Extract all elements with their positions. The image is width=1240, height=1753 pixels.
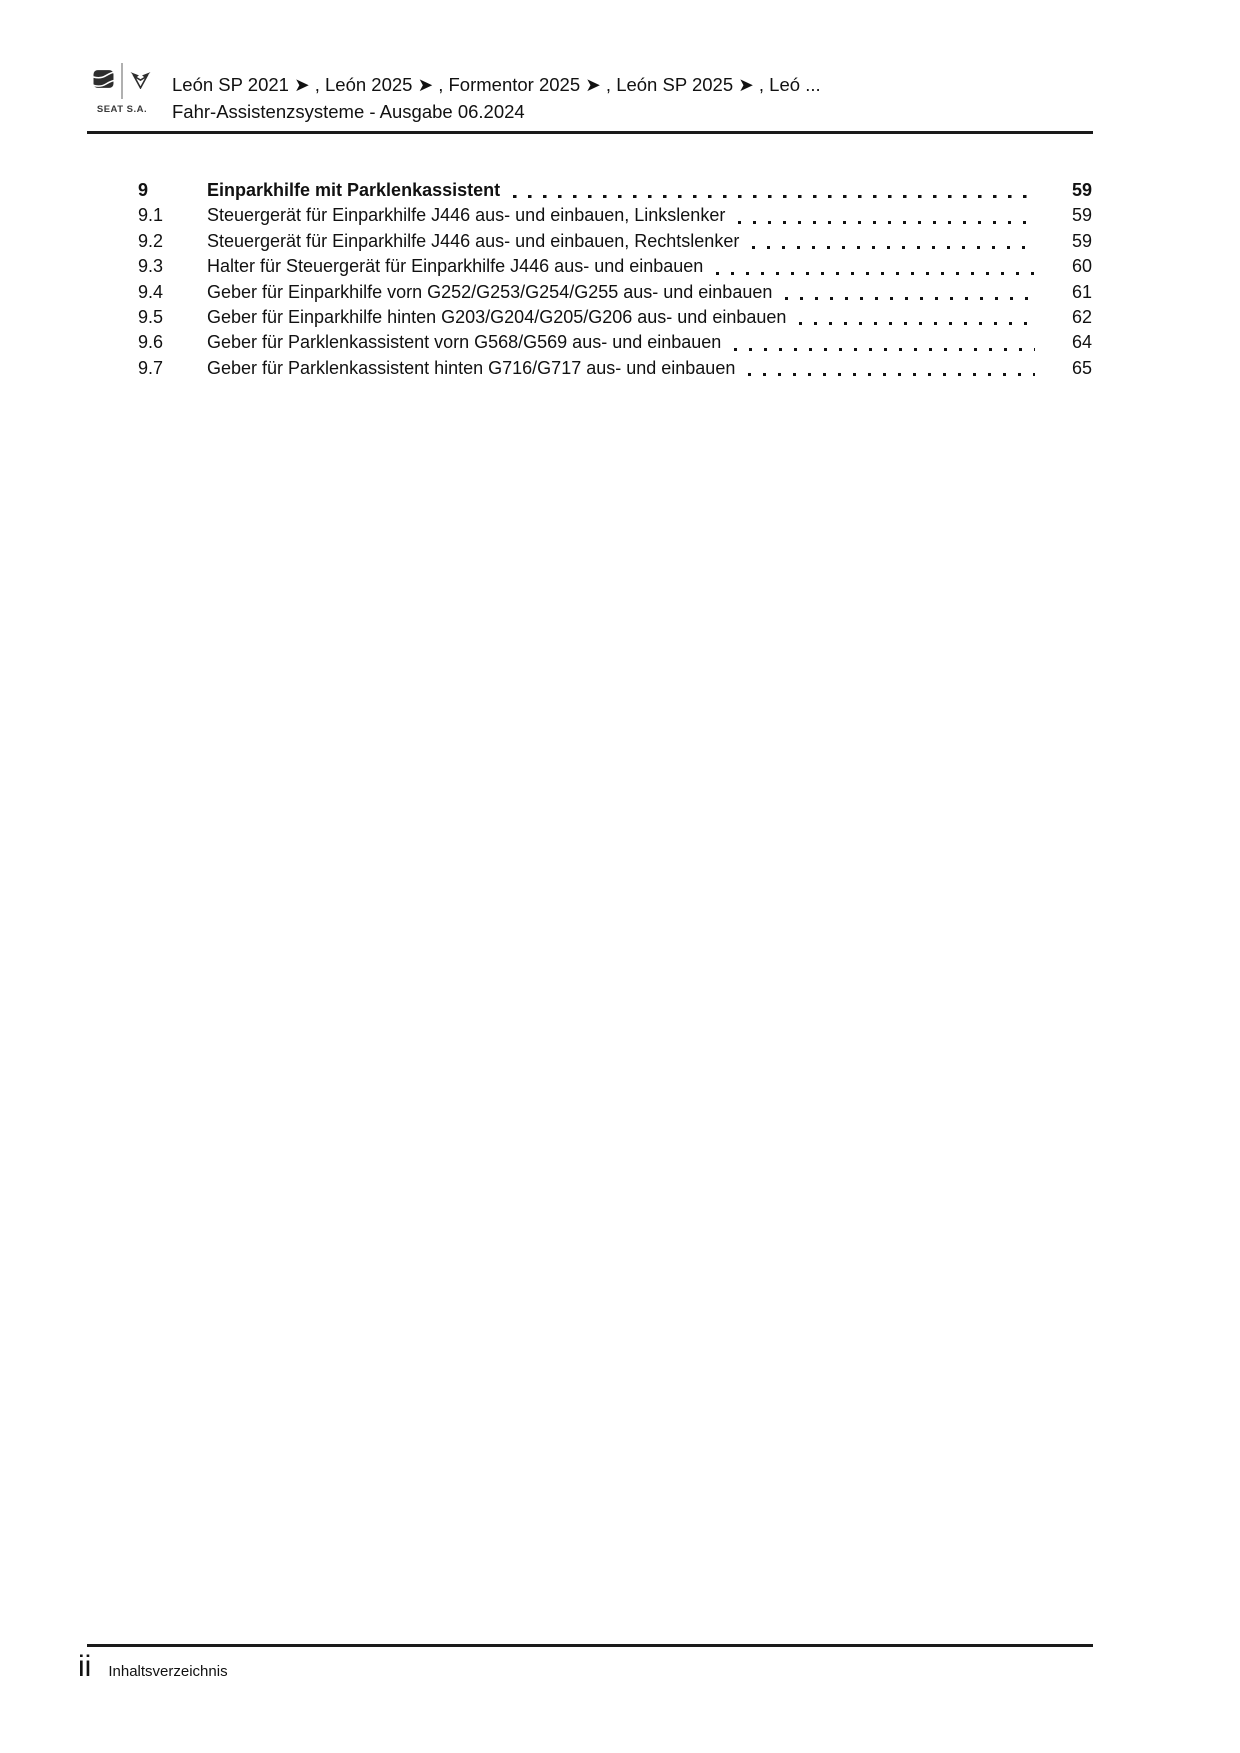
toc-entry-page: 59 (1071, 180, 1092, 200)
toc-entry-page: 60 (1071, 256, 1092, 277)
page-header (172, 71, 821, 125)
toc-entry[interactable] (138, 229, 1092, 254)
toc-entry-page: 62 (1071, 306, 1092, 327)
toc-entry-title: Steuergerät für Einparkhilfe J446 aus- und einbauen, Rechtslenker (207, 230, 740, 251)
toc-entry-title: Halter für Steuergerät für Einparkhilfe J446 aus- und einbauen (207, 256, 704, 277)
toc-dot-leader (703, 254, 1062, 279)
toc-entry-number: 9.6 (138, 332, 164, 353)
toc-entry-number: 9.4 (138, 281, 164, 302)
toc-dot-leader (772, 280, 1062, 305)
cupra-logo-icon (130, 69, 151, 94)
logo-caption: SEAT S.A. (96, 104, 148, 115)
footer-rule (87, 1644, 1093, 1647)
toc-entry-title: Geber für Einparkhilfe vorn G252/G253/G254/G255 aus- und einbauen (207, 281, 773, 302)
toc-dot-leader (786, 305, 1062, 330)
logo-divider (121, 63, 123, 99)
toc-entry[interactable] (138, 330, 1092, 355)
toc-entry[interactable] (138, 203, 1092, 228)
toc-entry-number: 9 (138, 180, 149, 200)
toc-entry-title: Steuergerät für Einparkhilfe J446 aus- und einbauen, Linkslenker (207, 205, 726, 226)
toc-dot-leader (500, 178, 1062, 203)
toc-dot-leader (739, 229, 1062, 254)
toc-entry-title: Geber für Parklenkassistent hinten G716/G717 aus- und einbauen (207, 357, 736, 378)
toc-list (138, 178, 1092, 381)
header-doc-line: Fahr-Assistenzsysteme - Ausgabe 06.2024 (172, 101, 525, 122)
toc-dot-leader (721, 330, 1062, 355)
toc-entry-number: 9.3 (138, 256, 164, 277)
toc-entry-title: Einparkhilfe mit Parklenkassistent (207, 180, 501, 200)
seat-logo-icon (93, 69, 114, 94)
toc-dot-leader (725, 203, 1062, 228)
footer-section-label: Inhaltsverzeichnis (108, 1663, 228, 1680)
toc-entry-page: 64 (1071, 332, 1092, 353)
toc-dot-leader (735, 356, 1062, 381)
toc-entry-page: 65 (1071, 357, 1092, 378)
toc-entry-page: 61 (1071, 281, 1092, 302)
toc-entry-page: 59 (1071, 205, 1092, 226)
toc-entry-page: 59 (1071, 230, 1092, 251)
toc-entry-number: 9.1 (138, 205, 164, 226)
toc-entry[interactable] (138, 305, 1092, 330)
header-rule (87, 131, 1093, 134)
footer-page-number: ii (78, 1650, 92, 1683)
toc-entry[interactable] (138, 254, 1092, 279)
toc-entry[interactable] (138, 178, 1092, 203)
toc-entry[interactable] (138, 280, 1092, 305)
brand-logos (88, 63, 156, 99)
toc-entry-number: 9.7 (138, 357, 164, 378)
toc-entry-number: 9.5 (138, 306, 164, 327)
toc-entry[interactable] (138, 356, 1092, 381)
page-footer (78, 1650, 228, 1684)
header-models-line: León SP 2021 ➤ , León 2025 ➤ , Formentor 2025 ➤ , León SP 2025 ➤ , Leó ... (172, 74, 821, 95)
toc-entry-title: Geber für Einparkhilfe hinten G203/G204/G205/G206 aus- und einbauen (207, 306, 787, 327)
toc-entry-number: 9.2 (138, 230, 164, 251)
toc-entry-title: Geber für Parklenkassistent vorn G568/G569 aus- und einbauen (207, 332, 722, 353)
logo-block (88, 63, 156, 115)
